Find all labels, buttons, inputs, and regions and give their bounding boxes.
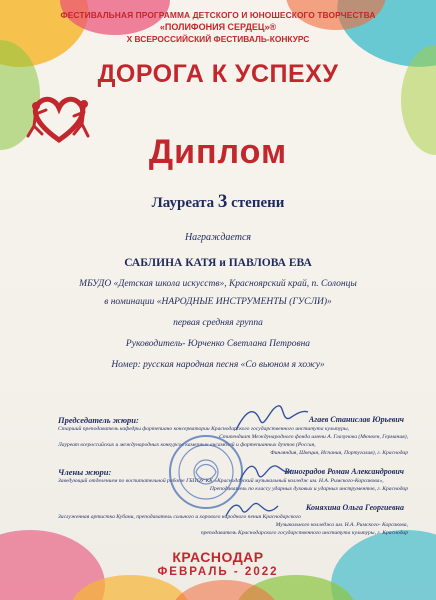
jury-member-1-name: Виноградов Роман Александрович [284,467,404,476]
age-group: первая средняя группа [173,318,263,328]
member-2-signature [222,496,282,526]
jury-chair-desc-4: Финляндия, Швеция, Испания, Португалия), г. Краснодар [270,450,408,456]
jury-chair-role: Председатель жюри: [58,415,139,425]
laureate-suffix: степени [231,195,285,211]
festival-title: ДОРОГА К УСПЕХУ [97,60,339,88]
chair-signature [232,400,312,440]
jury-member-2-desc-3: преподаватель Краснодарского государственного института культуры, г. Краснодар [200,530,408,536]
decor-blob [331,530,436,600]
jury-member-2-desc-2: Музыкального колледжа им. Н.А. Римского- Корсакова, [275,522,408,528]
jury-member-2-name: Коняхина Ольга Георгиевна [305,503,404,512]
festival-header [0,10,436,45]
jury-member-2-desc-1: Заслуженная артистка Кубани, преподаватель сольного и хорового народного пения Краснодарского [58,514,301,520]
jury-chair-desc-1: Старший преподаватель кафедры фортепиано консерватории Краснодарского государственного института культуры, [58,426,350,432]
header-line-3: X ВСЕРОССИЙСКИЙ ФЕСТИВАЛЬ-КОНКУРС [126,34,310,44]
member-1-signature [236,458,296,488]
jury-chair-desc-3: Лауреат всероссийских и международных конкурсов камерных ансамблей и фортепианных дуэтов (Россия, [58,442,316,448]
laureate-prefix: Лауреата [151,195,215,211]
nomination: в номинации «НАРОДНЫЕ ИНСТРУМЕНТЫ (ГУСЛИ)» [104,297,332,307]
laureate-line [0,191,436,213]
footer-city: КРАСНОДАР [172,549,264,565]
leader: Руководитель- Юрченко Светлана Петровна [125,339,311,349]
performance-number: Номер: русская народная песня «Со вьюном я хожу» [111,360,325,370]
awardee-names: САБЛИНА КАТЯ и ПАВЛОВА ЕВА [124,257,312,269]
jury-member-1-desc-1: Заведующий отделением по воспитательной работе ГБПОУ КК «Краснодарский музыкальный колледж им. Н.А. Римского-Корсакова», [58,478,384,484]
footer-date: ФЕВРАЛЬ - 2022 [157,566,279,578]
diploma-title: Диплом [148,133,288,171]
jury-members-role: Члены жюри: [58,467,112,477]
awarded-label: Награждается [184,232,252,243]
header-line-2: «ПОЛИФОНИЯ СЕРДЕЦ»® [159,22,277,32]
jury-member-1-desc-2: Преподаватель по классу ударных духовых и ударных инструментов, г. Краснодар [209,486,408,492]
laureate-degree: 3 [217,191,228,212]
jury-chair-desc-2: Стипендиат Международного фонда имени А. Глазунова (Мюнхен, Германия), [219,434,408,440]
header-line-1: ФЕСТИВАЛЬНАЯ ПРОГРАММА ДЕТСКОГО И ЮНОШЕСКОГО ТВОРЧЕСТВА [60,10,376,20]
institution: МБУДО «Детская школа искусств», Красноярский край, п. Солонцы [79,279,357,289]
jury-chair-name: Агаев Станислав Юрьевич [308,415,404,424]
